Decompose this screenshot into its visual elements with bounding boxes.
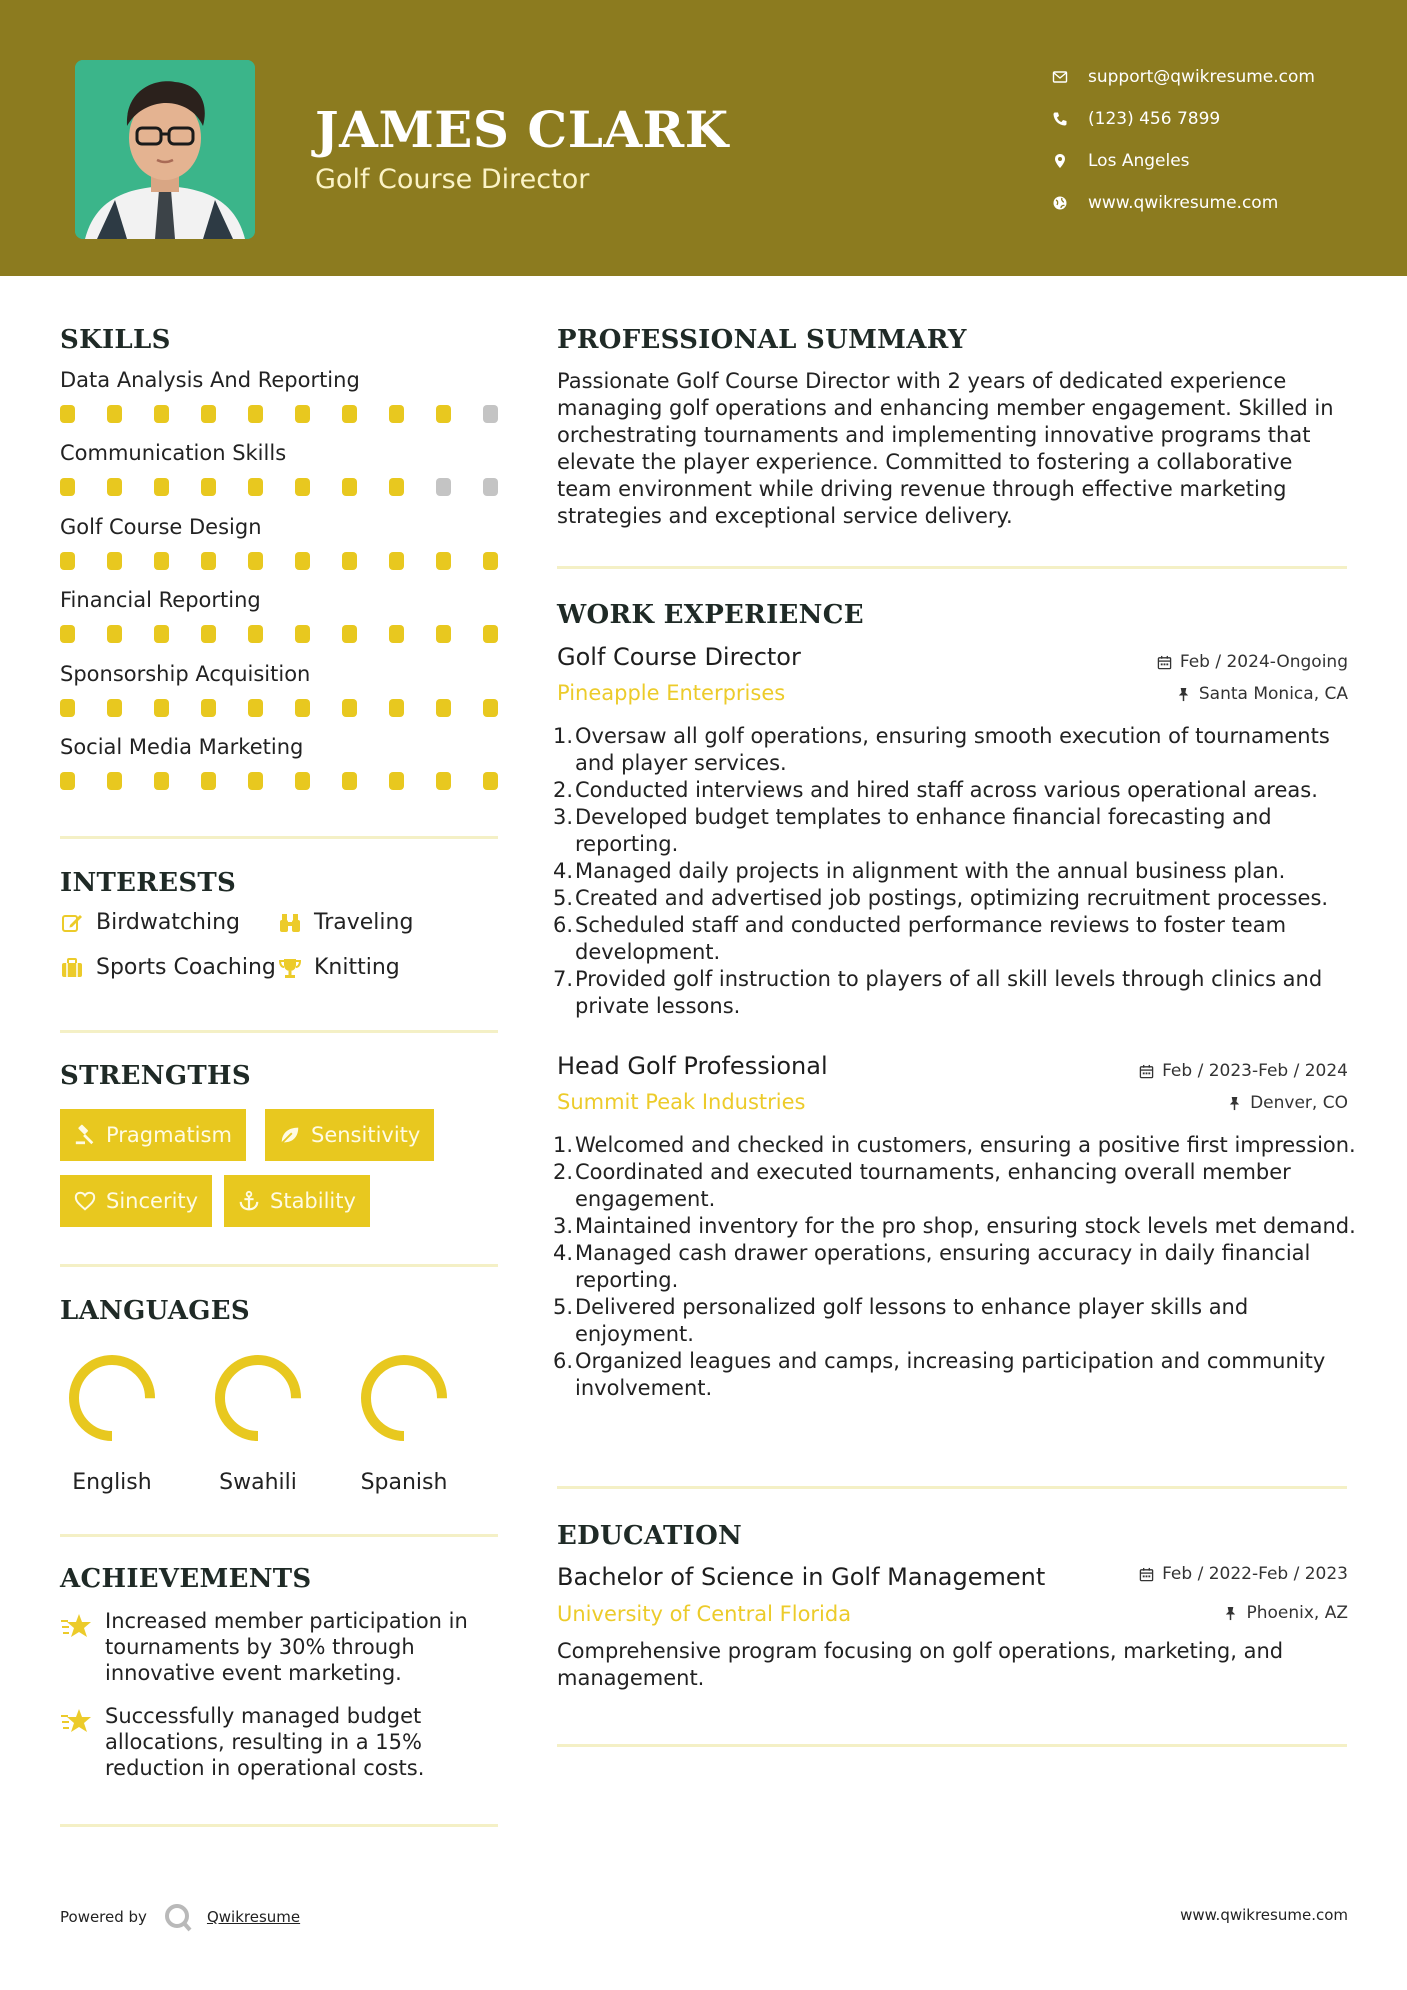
phone-icon [1050, 111, 1088, 127]
contact-location-text: Los Angeles [1088, 151, 1190, 171]
responsibility-item: Created and advertised job postings, optimizing recruitment processes. [575, 886, 1329, 910]
skill-dot [154, 625, 169, 643]
language-label: English [72, 1470, 152, 1495]
strength-tag-sincerity [60, 1175, 212, 1227]
skill-dot [201, 405, 216, 423]
education-location-text: Phoenix, AZ [1246, 1603, 1348, 1623]
skill-dot [436, 478, 451, 496]
skill-dot [154, 552, 169, 570]
contact-phone-text: (123) 456 7899 [1088, 109, 1221, 129]
skill-dot [436, 699, 451, 717]
skill-dot [107, 699, 122, 717]
section-divider [557, 566, 1347, 569]
skill-name: Communication Skills [60, 441, 287, 466]
skill-rating [60, 699, 500, 717]
section-divider [60, 1534, 498, 1537]
language-item [344, 1348, 464, 1495]
skill-dot [201, 772, 216, 790]
contact-email[interactable] [1050, 56, 1390, 98]
skill-name: Sponsorship Acquisition [60, 661, 311, 686]
skill-dot [342, 552, 357, 570]
skill-dot [60, 405, 75, 423]
leaf-icon [279, 1124, 301, 1146]
education-dates-text: Feb / 2022-Feb / 2023 [1162, 1564, 1348, 1584]
skill-dot [483, 552, 498, 570]
achievements-heading: ACHIEVEMENTS [60, 1564, 312, 1594]
responsibility-item: Managed daily projects in alignment with the annual business plan. [575, 859, 1286, 883]
achievement-item [60, 1703, 500, 1781]
skill-dot [389, 772, 404, 790]
skill-dot [483, 772, 498, 790]
job-company: Summit Peak Industries [557, 1090, 806, 1114]
skill-dot [342, 405, 357, 423]
responsibility-item: Delivered personalized golf lessons to enhance player skills and enjoyment. [575, 1295, 1249, 1346]
pushpin-icon [1176, 687, 1191, 702]
footer-powered-by [60, 1902, 300, 1932]
briefcase-icon [60, 956, 84, 980]
contact-phone[interactable] [1050, 98, 1390, 140]
skill-dot [60, 552, 75, 570]
job-location [1176, 684, 1348, 704]
skill-dot [389, 405, 404, 423]
responsibility-item: Welcomed and checked in customers, ensuring a positive first impression. [575, 1133, 1356, 1157]
candidate-name: JAMES CLARK [315, 100, 729, 159]
pushpin-icon [1227, 1096, 1242, 1111]
job-title: Head Golf Professional [557, 1052, 828, 1080]
skill-dot [389, 625, 404, 643]
language-gauge [208, 1348, 308, 1448]
profile-photo [75, 60, 255, 239]
language-gauge-arc [366, 1360, 442, 1436]
job-location [1227, 1093, 1348, 1113]
interest-label: Sports Coaching [96, 955, 276, 980]
interest-birdwatching [60, 910, 240, 935]
strength-tag-sensitivity [265, 1109, 434, 1161]
skill-name: Financial Reporting [60, 588, 261, 613]
skill-dot [60, 625, 75, 643]
responsibility-item: Organized leagues and camps, increasing participation and community involvement. [575, 1349, 1326, 1400]
calendar-icon [1139, 1064, 1154, 1079]
skill-rating [60, 552, 500, 570]
education-school: University of Central Florida [557, 1602, 852, 1626]
contact-email-text: support@qwikresume.com [1088, 67, 1315, 87]
skill-dot [436, 625, 451, 643]
pushpin-icon [1223, 1606, 1238, 1621]
strength-label: Sincerity [106, 1189, 199, 1213]
strength-label: Sensitivity [311, 1123, 421, 1147]
map-pin-icon [1050, 153, 1088, 169]
skill-dot [295, 625, 310, 643]
skill-dot [154, 699, 169, 717]
skill-dot [248, 405, 263, 423]
contact-website-text: www.qwikresume.com [1088, 193, 1279, 213]
skill-dot [342, 772, 357, 790]
skill-dot [107, 552, 122, 570]
strength-tag-stability [224, 1175, 370, 1227]
skill-dot [60, 772, 75, 790]
skill-dot [60, 699, 75, 717]
skill-dot [483, 699, 498, 717]
section-divider [60, 1824, 498, 1827]
language-gauge-arc [220, 1360, 296, 1436]
skill-dot [201, 552, 216, 570]
skill-dot [295, 478, 310, 496]
job-dates [1157, 652, 1348, 672]
contact-website[interactable] [1050, 182, 1390, 224]
skill-rating [60, 478, 500, 496]
skill-dot [295, 552, 310, 570]
skill-dot [483, 478, 498, 496]
skill-dot [342, 478, 357, 496]
job-responsibilities [557, 723, 1357, 1020]
summary-text: Passionate Golf Course Director with 2 years of dedicated experience managing golf operations and enhancing member engagement. Skilled in orchestrating tournaments and implementing innovative programs that elevate the player experience. Committed to fostering a collaborative team environment while driving revenue through effective marketing strategies and exceptional service delivery. [557, 369, 1334, 528]
skill-dot [248, 552, 263, 570]
language-label: Spanish [360, 1470, 448, 1495]
star-icon [60, 1707, 92, 1735]
interest-label: Birdwatching [96, 910, 240, 935]
skill-dot [201, 478, 216, 496]
strength-tag-pragmatism [60, 1109, 246, 1161]
gavel-icon [74, 1124, 96, 1146]
skill-name: Golf Course Design [60, 514, 262, 539]
skill-dot [154, 772, 169, 790]
skill-dot [107, 625, 122, 643]
skill-dot [248, 625, 263, 643]
summary-heading: PROFESSIONAL SUMMARY [557, 325, 967, 355]
skill-dot [389, 478, 404, 496]
interest-knitting [278, 955, 400, 980]
skill-dot [342, 699, 357, 717]
interest-label: Traveling [314, 910, 414, 935]
skill-dot [389, 552, 404, 570]
language-gauge [62, 1348, 162, 1448]
envelope-icon [1050, 69, 1088, 85]
job-responsibilities [557, 1132, 1357, 1402]
resume-header [0, 0, 1407, 276]
language-label: Swahili [219, 1470, 297, 1495]
skill-dot [295, 405, 310, 423]
responsibility-item: Managed cash drawer operations, ensuring accuracy in daily financial reporting. [575, 1241, 1311, 1292]
skill-dot [342, 625, 357, 643]
job-dates-text: Feb / 2023-Feb / 2024 [1162, 1061, 1348, 1081]
skill-dot [154, 478, 169, 496]
education-dates [1139, 1564, 1348, 1584]
achievement-text: Successfully managed budget allocations, resulting in a 15% reduction in operational costs. [105, 1704, 425, 1780]
skill-dot [154, 405, 169, 423]
interest-traveling [278, 910, 413, 935]
job-dates-text: Feb / 2024-Ongoing [1179, 652, 1348, 672]
heart-icon [74, 1190, 96, 1212]
candidate-role: Golf Course Director [315, 164, 590, 195]
skill-dot [436, 405, 451, 423]
section-divider [60, 836, 498, 839]
star-icon [60, 1612, 92, 1640]
qwikresume-logo-icon [163, 1902, 193, 1932]
skills-heading: SKILLS [60, 325, 171, 355]
language-gauge-arc [74, 1360, 150, 1436]
anchor-icon [238, 1190, 260, 1212]
education-location [1223, 1603, 1348, 1623]
skill-dot [389, 699, 404, 717]
section-divider [60, 1030, 498, 1033]
strength-label: Pragmatism [106, 1123, 232, 1147]
language-item [52, 1348, 172, 1495]
calendar-icon [1157, 655, 1172, 670]
section-divider [60, 1264, 498, 1267]
binoculars-icon [278, 911, 302, 935]
skill-name: Data Analysis And Reporting [60, 368, 360, 392]
responsibility-item: Coordinated and executed tournaments, enhancing overall member engagement. [575, 1160, 1291, 1211]
skill-rating [60, 772, 500, 790]
responsibility-item: Scheduled staff and conducted performance reviews to foster team development. [575, 913, 1287, 964]
contact-list [1050, 56, 1390, 224]
powered-by-text: Powered by [60, 1908, 147, 1926]
skill-dot [436, 772, 451, 790]
job-dates [1139, 1061, 1348, 1081]
skill-name: Social Media Marketing [60, 735, 304, 759]
job-title: Golf Course Director [557, 643, 801, 671]
skill-dot [248, 699, 263, 717]
language-gauge [354, 1348, 454, 1448]
strengths-heading: STRENGTHS [60, 1061, 251, 1091]
skill-rating [60, 405, 500, 423]
interest-sports-coaching [60, 955, 276, 980]
responsibility-item: Conducted interviews and hired staff across various operational areas. [575, 778, 1318, 802]
skill-dot [107, 772, 122, 790]
calendar-icon [1139, 1567, 1154, 1582]
skill-dot [483, 405, 498, 423]
section-divider [557, 1486, 1347, 1489]
responsibility-item: Developed budget templates to enhance financial forecasting and reporting. [575, 805, 1272, 856]
skill-dot [295, 772, 310, 790]
trophy-icon [278, 956, 302, 980]
skill-dot [60, 478, 75, 496]
job-location-text: Denver, CO [1250, 1093, 1348, 1113]
skill-dot [483, 625, 498, 643]
skill-dot [107, 478, 122, 496]
globe-icon [1050, 195, 1088, 211]
job-company: Pineapple Enterprises [557, 681, 786, 705]
skill-dot [295, 699, 310, 717]
skill-dot [248, 772, 263, 790]
skill-rating [60, 625, 500, 643]
skill-dot [201, 625, 216, 643]
education-description: Comprehensive program focusing on golf operations, marketing, and management. [557, 1639, 1284, 1690]
skill-dot [436, 552, 451, 570]
responsibility-item: Provided golf instruction to players of all skill levels through clinics and private lessons. [575, 967, 1323, 1018]
edit-icon [60, 911, 84, 935]
section-divider [557, 1744, 1347, 1747]
interest-label: Knitting [314, 955, 400, 980]
responsibility-item: Oversaw all golf operations, ensuring smooth execution of tournaments and player services. [575, 724, 1330, 775]
degree-title: Bachelor of Science in Golf Management [557, 1563, 1046, 1591]
achievement-item [60, 1608, 500, 1686]
education-heading: EDUCATION [557, 1521, 743, 1551]
job-location-text: Santa Monica, CA [1198, 684, 1348, 704]
skill-dot [248, 478, 263, 496]
strength-label: Stability [270, 1189, 356, 1213]
languages-heading: LANGUAGES [60, 1296, 250, 1326]
achievement-text: Increased member participation in tournaments by 30% through innovative event marketing. [105, 1609, 468, 1685]
contact-location [1050, 140, 1390, 182]
interests-heading: INTERESTS [60, 868, 237, 898]
qwikresume-link[interactable]: Qwikresume [206, 1908, 301, 1926]
skill-dot [201, 699, 216, 717]
responsibility-item: Maintained inventory for the pro shop, ensuring stock levels met demand. [575, 1214, 1356, 1238]
language-item [198, 1348, 318, 1495]
skill-dot [107, 405, 122, 423]
experience-heading: WORK EXPERIENCE [557, 600, 864, 630]
footer-website[interactable]: www.qwikresume.com [1180, 1906, 1348, 1924]
